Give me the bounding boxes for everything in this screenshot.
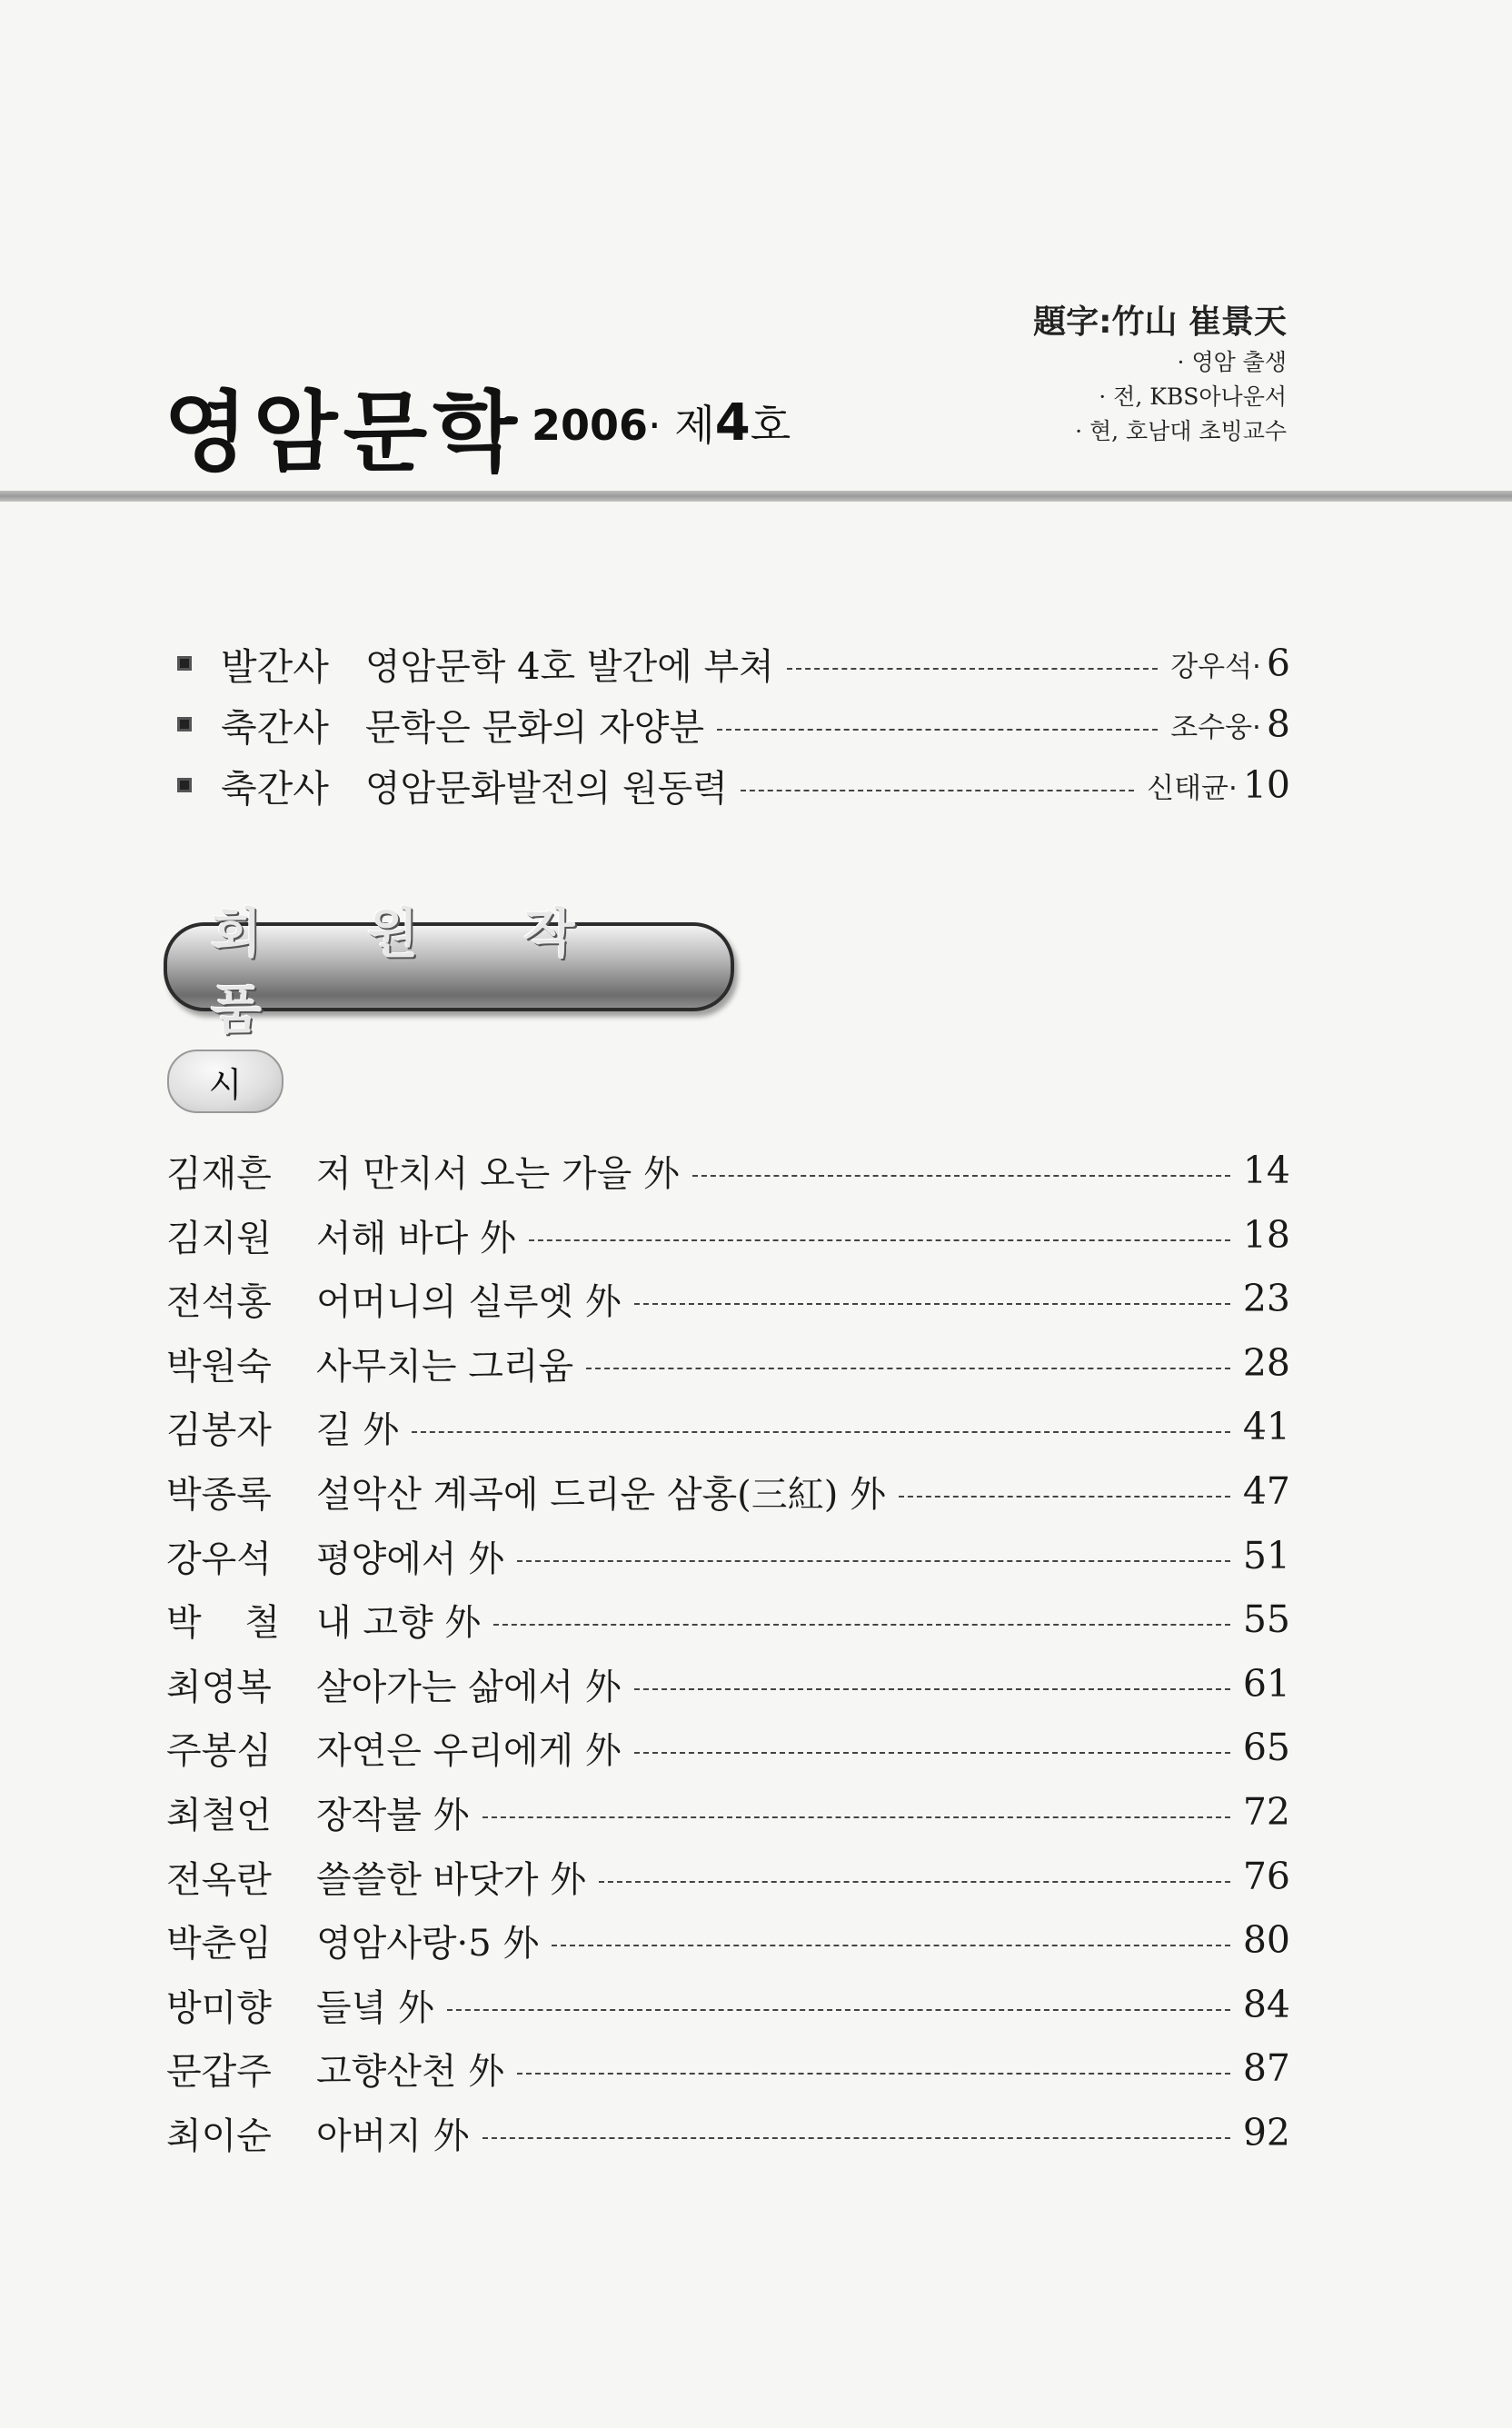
masthead — [0, 0, 1512, 509]
entry-page: 28 — [1242, 1341, 1290, 1385]
entry-title: 사무치는 그리움 — [316, 1345, 574, 1388]
issue-label — [532, 393, 791, 453]
dotted-leader — [586, 1368, 1230, 1369]
message-kind: 발간사 — [221, 644, 329, 689]
dotted-leader — [717, 729, 1158, 731]
toc-entry[interactable] — [166, 2041, 1290, 2095]
message-title: 영암문학 4호 발간에 부쳐 — [364, 645, 774, 688]
calligraphy-credit — [1033, 300, 1287, 449]
credit-main: 題字:竹山 崔景天 — [1033, 304, 1287, 341]
entry-title: 어머니의 실루엣 外 — [316, 1280, 622, 1323]
entry-title: 자연은 우리에게 外 — [316, 1729, 622, 1772]
dotted-leader — [552, 1945, 1229, 1946]
message-row[interactable] — [177, 758, 1290, 812]
entry-author: 문갑주 — [166, 2050, 272, 2093]
entry-page: 76 — [1242, 1855, 1290, 1898]
entry-page: 41 — [1242, 1405, 1290, 1448]
entry-author: 방미향 — [166, 1986, 272, 2029]
entry-title: 쓸쓸한 바닷가 外 — [316, 1858, 587, 1901]
entry-page: 65 — [1242, 1726, 1290, 1769]
dotted-leader — [482, 2137, 1230, 2139]
entry-page: 47 — [1242, 1469, 1290, 1513]
message-kind: 축간사 — [221, 766, 329, 811]
entry-title: 길 外 — [316, 1408, 400, 1451]
entry-page: 92 — [1242, 2111, 1290, 2154]
toc-entry[interactable] — [166, 1464, 1290, 1518]
toc-entry[interactable] — [166, 1785, 1290, 1839]
entry-author: 김재흔 — [166, 1152, 272, 1195]
dotted-leader — [599, 1881, 1230, 1883]
entry-author: 최철언 — [166, 1794, 272, 1836]
toc-entry[interactable] — [166, 1271, 1290, 1326]
entry-title: 내 고향 外 — [316, 1601, 482, 1644]
message-author: 신태균· — [1147, 771, 1238, 805]
entry-author: 최영복 — [166, 1666, 272, 1708]
message-page: 6 — [1266, 642, 1290, 685]
dotted-leader — [899, 1496, 1230, 1498]
dotted-leader — [447, 2009, 1230, 2011]
entry-title: 서해 바다 外 — [316, 1217, 516, 1259]
entry-author: 전석홍 — [166, 1280, 272, 1323]
entry-author: 김지원 — [166, 1217, 272, 1259]
message-page: 10 — [1242, 763, 1290, 807]
toc-entry[interactable] — [166, 1592, 1290, 1647]
entry-page: 84 — [1242, 1983, 1290, 2026]
credit-line: · 현, 호남대 초빙교수 — [1075, 418, 1287, 444]
dotted-leader — [787, 668, 1158, 670]
dotted-leader — [741, 790, 1134, 791]
entry-author: 주봉심 — [166, 1729, 272, 1772]
entry-author: 박종록 — [166, 1473, 272, 1516]
toc-entry[interactable] — [166, 1977, 1290, 2032]
author-syllable: 철 — [244, 1601, 280, 1644]
square-bullet-icon — [177, 717, 192, 731]
entry-page: 72 — [1242, 1790, 1290, 1834]
toc-entry[interactable] — [166, 2105, 1290, 2160]
entry-page: 61 — [1242, 1662, 1290, 1706]
entry-page: 80 — [1242, 1918, 1290, 1962]
dotted-leader — [529, 1239, 1230, 1241]
toc-entry[interactable] — [166, 1399, 1290, 1454]
entry-page: 18 — [1242, 1213, 1290, 1257]
entry-author — [166, 1594, 280, 1646]
message-kind: 축간사 — [221, 705, 329, 750]
magazine-title: 영암문학 — [164, 382, 522, 483]
dotted-leader — [517, 2073, 1230, 2075]
entry-author: 최이순 — [166, 2115, 272, 2157]
dotted-leader — [692, 1175, 1230, 1177]
square-bullet-icon — [177, 778, 192, 792]
banner-label: 회 원 작 품 — [211, 902, 619, 1040]
message-row[interactable] — [177, 697, 1290, 751]
entry-author: 강우석 — [166, 1537, 272, 1580]
entry-page: 23 — [1242, 1277, 1290, 1320]
entry-author: 박춘임 — [166, 1922, 272, 1965]
entry-title: 영암사랑·5 外 — [316, 1922, 540, 1965]
header-rule — [0, 491, 1512, 502]
dotted-leader — [634, 1688, 1230, 1690]
issue-year: 2006 — [532, 401, 649, 450]
dotted-leader — [412, 1431, 1229, 1433]
square-bullet-icon — [177, 656, 192, 671]
toc-entry[interactable] — [166, 1143, 1290, 1198]
credit-line: · 영암 출생 — [1177, 349, 1287, 375]
genre-tag: 시 — [167, 1050, 284, 1113]
toc-entry[interactable] — [166, 1336, 1290, 1390]
entry-author: 전옥란 — [166, 1858, 272, 1901]
author-syllable: 박 — [166, 1601, 202, 1644]
entry-author: 박원숙 — [166, 1345, 272, 1388]
toc-entry[interactable] — [166, 1849, 1290, 1904]
dotted-leader — [482, 1816, 1230, 1818]
entry-title: 저 만치서 오는 가을 外 — [316, 1152, 680, 1195]
message-author: 조수웅· — [1170, 711, 1261, 744]
dotted-leader — [634, 1752, 1230, 1754]
dotted-leader — [517, 1560, 1230, 1562]
toc-entry[interactable] — [166, 1657, 1290, 1711]
entry-author: 김봉자 — [166, 1408, 272, 1451]
entry-title: 장작불 外 — [316, 1794, 470, 1836]
message-page: 8 — [1266, 702, 1290, 746]
entry-title: 아버지 外 — [316, 2115, 470, 2157]
dotted-leader — [493, 1624, 1229, 1626]
dotted-leader — [634, 1303, 1230, 1305]
entry-title: 고향산천 外 — [316, 2050, 505, 2093]
toc-entry[interactable] — [166, 1208, 1290, 1262]
entry-title: 평양에서 外 — [316, 1537, 505, 1580]
section-banner — [164, 902, 734, 1040]
toc-entry[interactable] — [166, 1528, 1290, 1583]
entry-title: 들녘 外 — [316, 1986, 434, 2029]
issue-separator: · — [648, 401, 662, 450]
entry-page: 51 — [1242, 1534, 1290, 1577]
toc-entry[interactable] — [166, 1720, 1290, 1775]
issue-suffix: 호 — [750, 401, 791, 450]
credit-line: · 전, KBS아나운서 — [1099, 383, 1287, 410]
message-title: 영암문화발전의 원동력 — [364, 767, 728, 810]
entry-page: 14 — [1242, 1149, 1290, 1192]
toc-entry[interactable] — [166, 1913, 1290, 1967]
entry-title: 설악산 계곡에 드리운 삼홍(三紅) 外 — [316, 1473, 887, 1516]
issue-number: 4 — [714, 393, 751, 453]
entry-title: 살아가는 삶에서 外 — [316, 1666, 622, 1708]
message-author: 강우석· — [1170, 650, 1261, 683]
entry-page: 87 — [1242, 2046, 1290, 2090]
message-row[interactable] — [177, 636, 1290, 691]
message-title: 문학은 문화의 자양분 — [364, 706, 705, 749]
issue-prefix: 제 — [674, 401, 715, 450]
entry-page: 55 — [1242, 1597, 1290, 1641]
